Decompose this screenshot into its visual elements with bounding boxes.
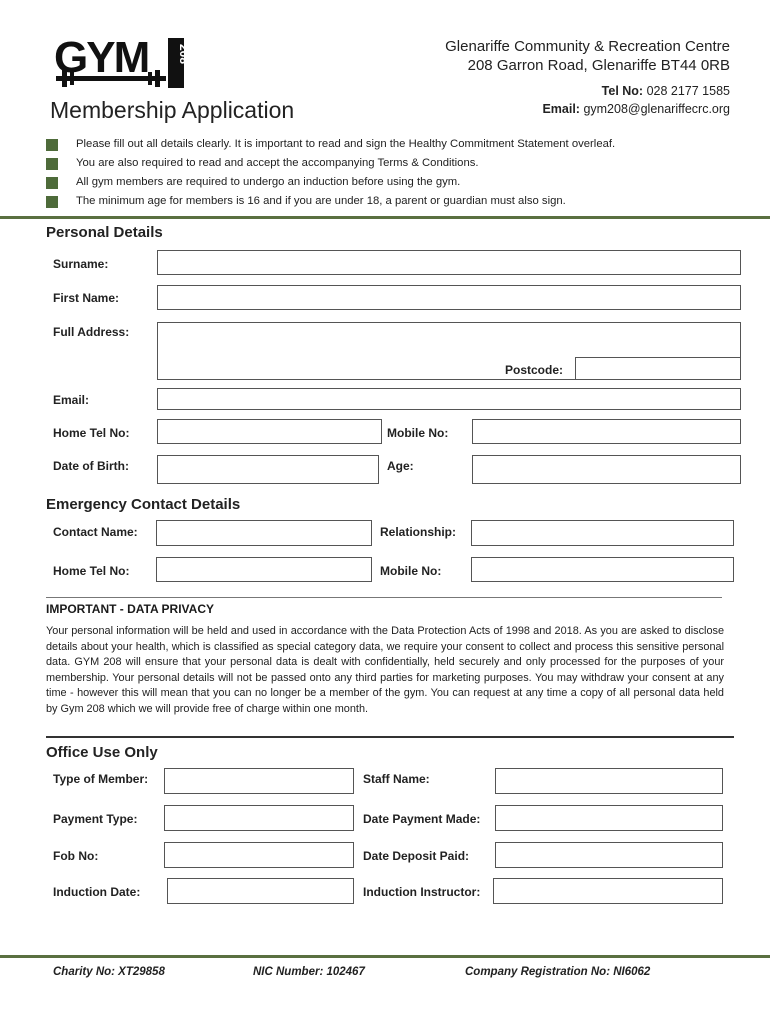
age-label: Age: (387, 459, 414, 473)
nic-number: NIC Number: 102467 (253, 966, 365, 978)
emergency-mobile-label: Mobile No: (380, 564, 442, 578)
contact-name-label: Contact Name: (53, 525, 138, 539)
square-bullet-icon (46, 177, 58, 189)
logo-text: GYM (54, 33, 149, 82)
email-value: gym208@glenariffecrc.org (583, 102, 730, 116)
type-of-member-field[interactable] (164, 768, 354, 794)
emergency-contact-heading: Emergency Contact Details (46, 496, 241, 513)
first-name-field[interactable] (157, 285, 741, 310)
email-field-label: Email: (53, 393, 90, 407)
office-divider (46, 736, 734, 738)
company-registration: Company Registration No: NI6062 (465, 966, 651, 978)
fob-no-field[interactable] (164, 842, 354, 868)
org-address: 208 Garron Road, Glenariffe BT44 0RB (467, 57, 730, 74)
footer-divider (0, 955, 770, 958)
list-item: All gym members are required to undergo an induction before using the gym. (46, 173, 615, 192)
date-payment-made-field[interactable] (495, 805, 723, 831)
induction-instructor-field[interactable] (493, 878, 723, 904)
first-name-label: First Name: (53, 291, 120, 305)
privacy-heading: IMPORTANT - DATA PRIVACY (46, 602, 214, 616)
tel-label: Tel No: (601, 84, 644, 98)
mobile-label: Mobile No: (387, 426, 449, 440)
payment-type-field[interactable] (164, 805, 354, 831)
contact-name-field[interactable] (156, 520, 372, 546)
email-label: Email: (542, 102, 580, 116)
email-field[interactable] (157, 388, 741, 410)
personal-details-heading: Personal Details (46, 224, 163, 241)
relationship-field[interactable] (471, 520, 734, 546)
induction-date-field[interactable] (167, 878, 354, 904)
fob-no-label: Fob No: (53, 849, 99, 863)
date-deposit-paid-field[interactable] (495, 842, 723, 868)
gym-208-logo (52, 33, 191, 92)
induction-instructor-label: Induction Instructor: (363, 885, 481, 899)
page-title: Membership Application (50, 97, 295, 123)
postcode-field[interactable] (575, 357, 741, 380)
intro-bullet-list (46, 135, 615, 211)
dob-label: Date of Birth: (53, 459, 129, 473)
dob-field[interactable] (157, 455, 379, 484)
induction-date-label: Induction Date: (53, 885, 141, 899)
payment-type-label: Payment Type: (53, 812, 138, 826)
square-bullet-icon (46, 196, 58, 208)
date-deposit-paid-label: Date Deposit Paid: (363, 849, 470, 863)
emergency-home-tel-field[interactable] (156, 557, 372, 582)
square-bullet-icon (46, 139, 58, 151)
staff-name-label: Staff Name: (363, 772, 430, 786)
mobile-field[interactable] (472, 419, 741, 444)
tel-line (602, 84, 730, 98)
office-use-heading: Office Use Only (46, 744, 158, 761)
list-item: You are also required to read and accept the accompanying Terms & Conditions. (46, 154, 615, 173)
home-tel-field[interactable] (157, 419, 382, 444)
org-name: Glenariffe Community & Recreation Centre (445, 38, 730, 55)
list-item: The minimum age for members is 16 and if you are under 18, a parent or guardian must also sign. (46, 192, 615, 211)
surname-field[interactable] (157, 250, 741, 275)
list-item: Please fill out all details clearly. It is important to read and sign the Healthy Commitment Statement overleaf. (46, 135, 615, 154)
relationship-label: Relationship: (380, 525, 457, 539)
email-line (542, 102, 730, 116)
tel-value: 028 2177 1585 (646, 84, 730, 98)
square-bullet-icon (46, 158, 58, 170)
type-of-member-label: Type of Member: (53, 772, 149, 786)
full-address-label: Full Address: (53, 325, 130, 339)
privacy-statement: Your personal information will be held and used in accordance with the Data Protection Acts of 1998 and 2018. As you are asked to disclose details about your health, which is classified as special category data, we require your consent to collect and process this sensitive personal data. GYM 208 will ensure that your personal data is dealt with confidentially, held securely and only processed for the purposes of your membership. Your personal details will not be passed onto any third parties for marketing purposes. You may withdraw your consent at any time - however this will mean that you can no longer be a member of the gym. You can request at any time a copy of all personal data held by Gym 208 which we will provide free of charge within one month. (46, 625, 724, 715)
home-tel-label: Home Tel No: (53, 426, 130, 440)
emergency-mobile-field[interactable] (471, 557, 734, 582)
emergency-home-tel-label: Home Tel No: (53, 564, 130, 578)
privacy-divider (46, 597, 722, 598)
age-field[interactable] (472, 455, 741, 484)
postcode-label: Postcode: (505, 363, 564, 377)
logo-badge: 208 (177, 44, 191, 65)
surname-label: Surname: (53, 257, 109, 271)
date-payment-made-label: Date Payment Made: (363, 812, 481, 826)
staff-name-field[interactable] (495, 768, 723, 794)
section-divider (0, 216, 770, 219)
charity-number: Charity No: XT29858 (53, 966, 165, 978)
